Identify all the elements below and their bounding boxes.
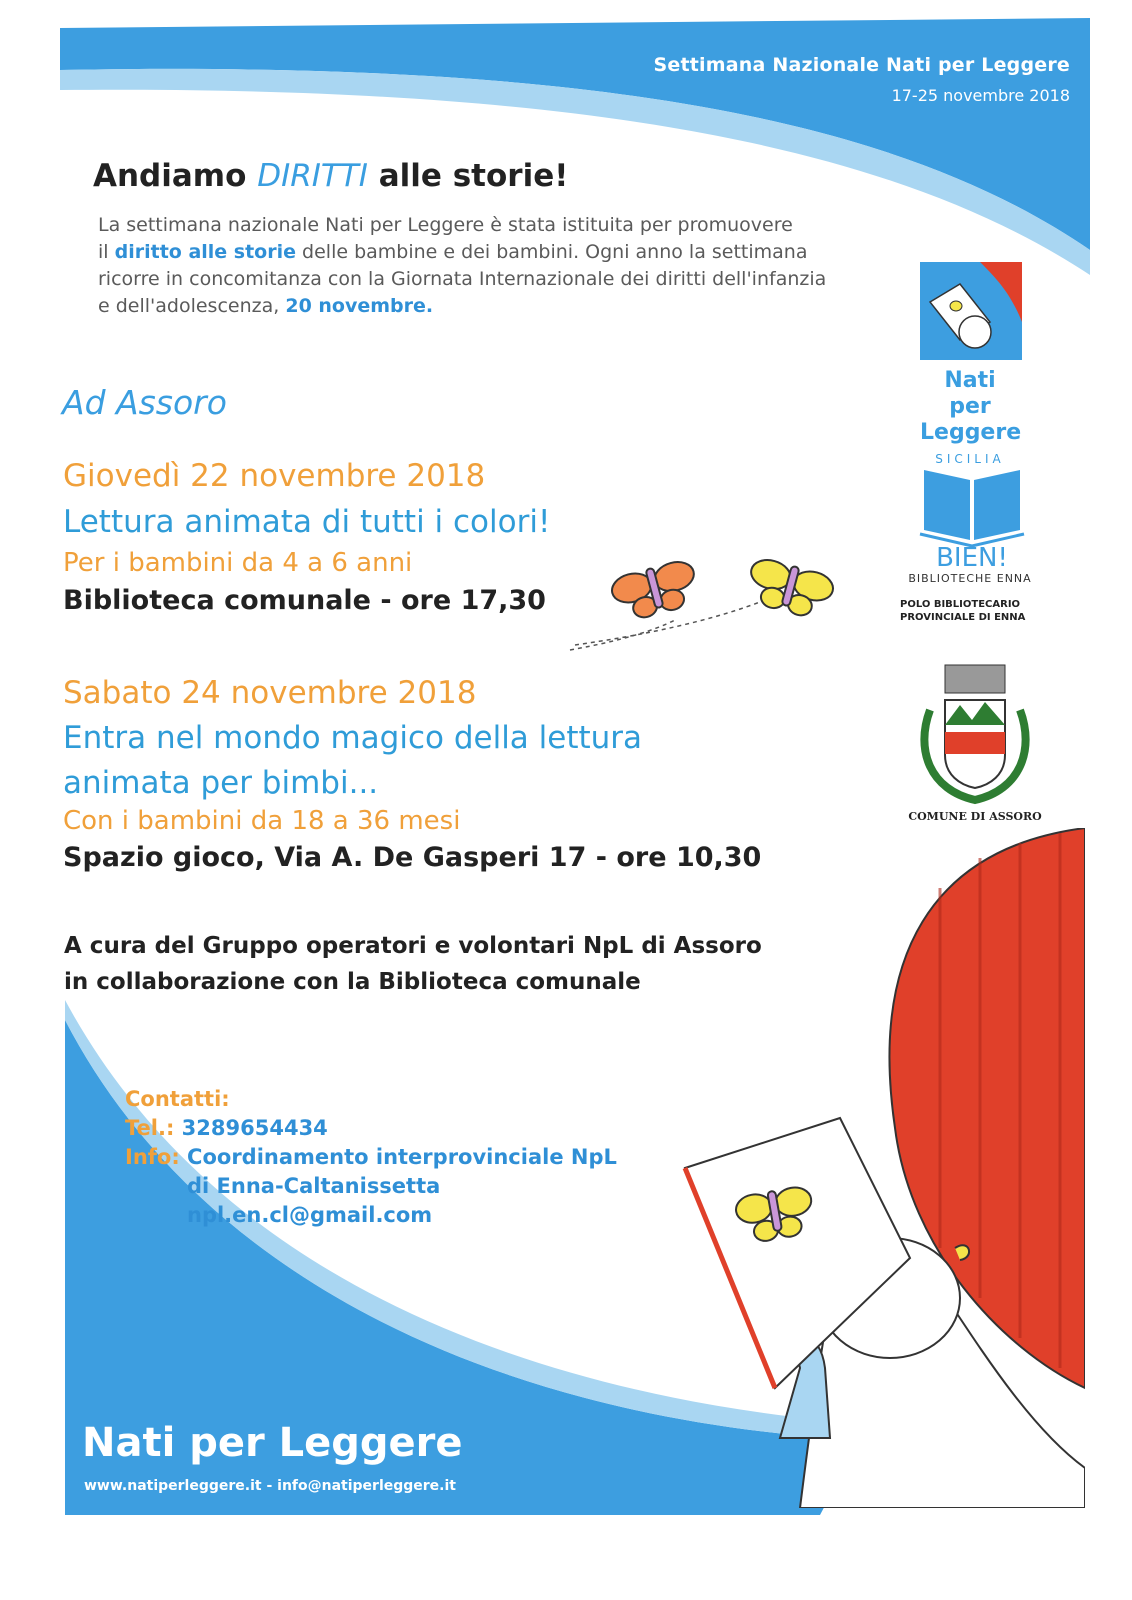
book-logo-icon: [918, 460, 1026, 570]
polo-line: PROVINCIALE DI ENNA: [900, 612, 1026, 623]
tel-label: Tel.:: [125, 1116, 175, 1140]
event-2-title-line1: Entra nel mondo magico della lettura: [63, 720, 643, 756]
contact-email[interactable]: npl.en.cl@gmail.com: [187, 1203, 433, 1227]
butterflies-illustration: [565, 550, 855, 660]
info-line: Coordinamento interprovinciale NpL: [187, 1145, 617, 1169]
credits: [64, 928, 762, 1000]
intro-text: delle bambine e dei bambini. Ogni anno la settimana: [302, 241, 808, 263]
credits-line: A cura del Gruppo operatori e volontari NpL di Assoro: [64, 933, 762, 959]
polo-text: [900, 598, 1040, 624]
child-reading-illustration: [680, 828, 1085, 1508]
intro-line: ricorre in concomitanza con la Giornata Internazionale dei diritti dell'infanzia: [98, 268, 827, 290]
header-dates: 17-25 novembre 2018: [891, 86, 1070, 105]
polo-line: POLO BIBLIOTECARIO: [900, 599, 1021, 610]
contacts-label: Contatti:: [125, 1087, 230, 1111]
contacts-block: [125, 1085, 617, 1230]
place-title: Ad Assoro: [62, 383, 227, 422]
event-2-date: Sabato 24 novembre 2018: [63, 675, 477, 711]
npl-logo-region: SICILIA: [935, 452, 1005, 466]
npl-logo-line: Nati per: [944, 368, 996, 419]
info-line: di Enna-Caltanissetta: [187, 1174, 441, 1198]
intro-line: [98, 239, 898, 266]
headline-post: alle storie!: [378, 158, 569, 194]
headline-emphasis: DIRITTI: [257, 158, 368, 194]
header-title: Settimana Nazionale Nati per Leggere: [653, 54, 1070, 76]
event-2-audience: Con i bambini da 18 a 36 mesi: [63, 806, 461, 836]
tel-number[interactable]: 3289654434: [181, 1116, 328, 1140]
event-1-title: Lettura animata di tutti i colori!: [63, 504, 551, 540]
bien-subtitle: BIBLIOTECHE ENNA: [908, 572, 1032, 585]
npl-logo-line: Leggere: [920, 420, 1022, 445]
credits-line: in collaborazione con la Biblioteca comunale: [64, 969, 641, 995]
butterfly-icon: [743, 556, 836, 622]
event-1-date: Giovedì 22 novembre 2018: [63, 458, 486, 494]
bien-logo-text: BIEN!: [936, 543, 1008, 570]
npl-logo-text: [920, 368, 1020, 472]
headline: [93, 158, 568, 194]
footer-brand: Nati per Leggere: [82, 1420, 463, 1466]
event-1-location: Biblioteca comunale - ore 17,30: [63, 585, 546, 616]
comune-label: COMUNE DI ASSORO: [908, 810, 1042, 823]
intro-text: e dell'adolescenza,: [98, 295, 280, 317]
intro-line: [98, 293, 898, 320]
intro-paragraph: [98, 212, 898, 320]
butterfly-icon: [609, 558, 702, 624]
event-1-audience: Per i bambini da 4 a 6 anni: [63, 548, 413, 578]
intro-highlight: diritto alle storie: [114, 241, 296, 263]
intro-highlight: 20 novembre.: [285, 295, 434, 317]
footer-links[interactable]: www.natiperleggere.it - info@natiperleggere.it: [84, 1478, 456, 1494]
event-2-title-line2: animata per bimbi...: [63, 765, 379, 801]
info-label: Info:: [125, 1145, 180, 1169]
event-2-location: Spazio gioco, Via A. De Gasperi 17 - ore 10,30: [63, 842, 762, 873]
intro-line: La settimana nazionale Nati per Leggere è stata istituita per promuovere: [98, 214, 793, 236]
coat-of-arms-icon: [910, 660, 1040, 805]
headline-pre: Andiamo: [93, 158, 247, 194]
npl-logo-icon: [920, 262, 1022, 360]
intro-text: il: [98, 241, 109, 263]
